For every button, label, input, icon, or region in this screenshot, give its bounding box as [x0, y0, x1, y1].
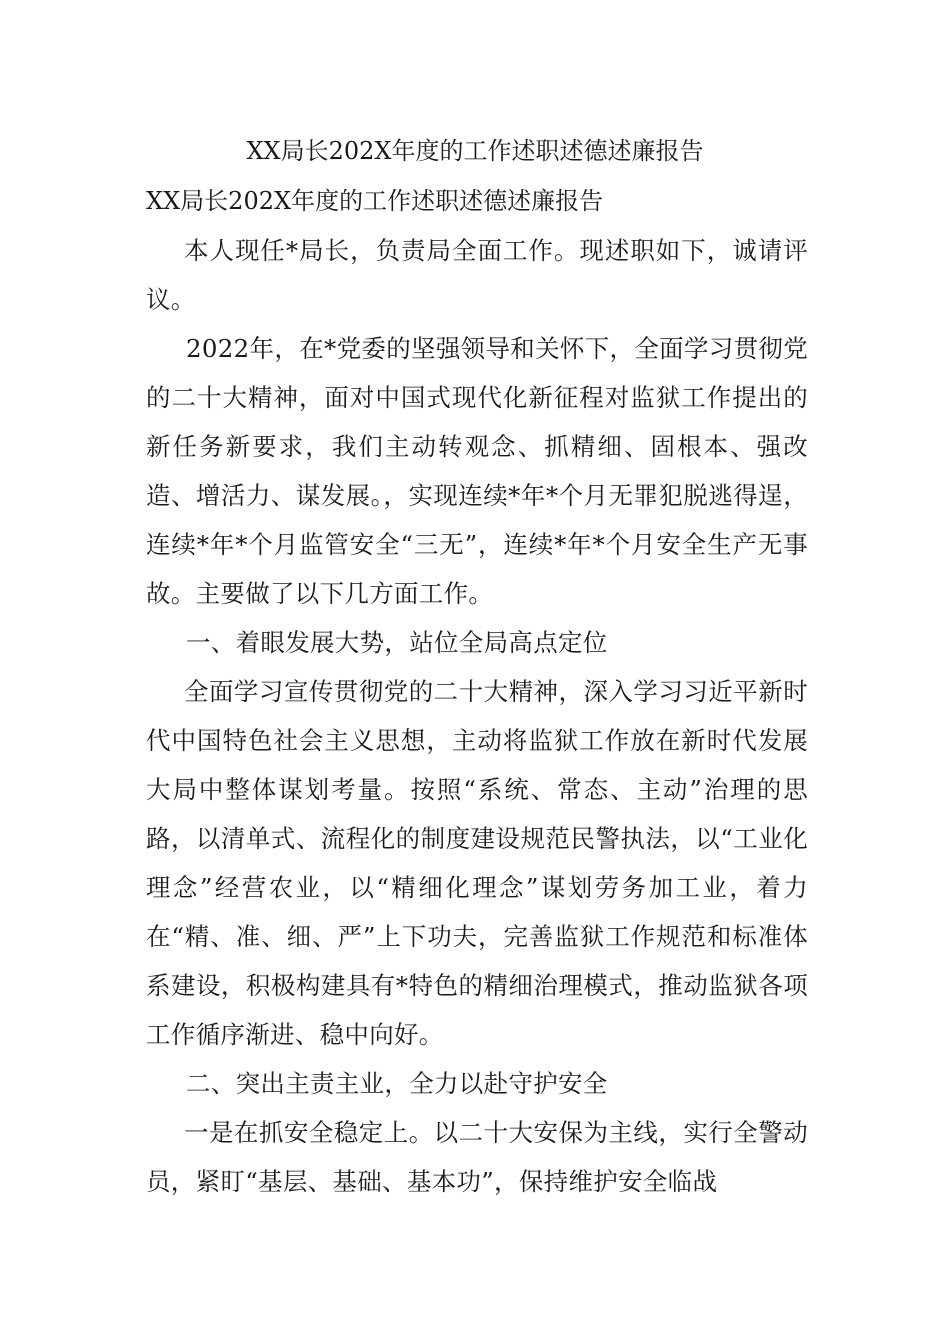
document-title-centered: XX局长202X年度的工作述职述德述廉报告	[246, 137, 704, 165]
document-body	[146, 226, 808, 1206]
paragraph-section-2: 一是在抓安全稳定上。以二十大安保为主线，实行全警动员，紧盯“基层、基础、基本功”，保持维护安全临战	[146, 1118, 808, 1196]
paragraph-intro: 本人现任*局长，负责局全面工作。现述职如下，诚请评议。	[146, 236, 808, 314]
document-title-left: XX局长202X年度的工作述职述德述廉报告	[146, 187, 604, 215]
section-heading-1: 一、着眼发展大势，站位全局高点定位	[186, 628, 608, 657]
paragraph-section-1: 全面学习宣传贯彻党的二十大精神，深入学习习近平新时代中国特色社会主义思想，主动将监狱工作放在新时代发展大局中整体谋划考量。按照“系统、常态、主动”治理的思路，以清单式、流程化的制度建设规范民警执法，以“工业化理念”经营农业，以“精细化理念”谋划劳务加工业，着力在“精、准、细、严”上下功夫，完善监狱工作规范和标准体系建设，积极构建具有*特色的精细治理模式，推动监狱各项工作循序渐进、稳中向好。	[146, 677, 808, 1049]
paragraph-overview: 2022年，在*党委的坚强领导和关怀下，全面学习贯彻党的二十大精神，面对中国式现代化新征程对监狱工作提出的新任务新要求，我们主动转观念、抓精细、固根本、强改造、增活力、谋发展。，实现连续*年*个月无罪犯脱逃得逞，连续*年*个月监管安全“三无”，连续*年*个月安全生产无事故。主要做了以下几方面工作。	[146, 334, 808, 608]
section-heading-2: 二、突出主责主业，全力以赴守护安全	[186, 1069, 608, 1098]
